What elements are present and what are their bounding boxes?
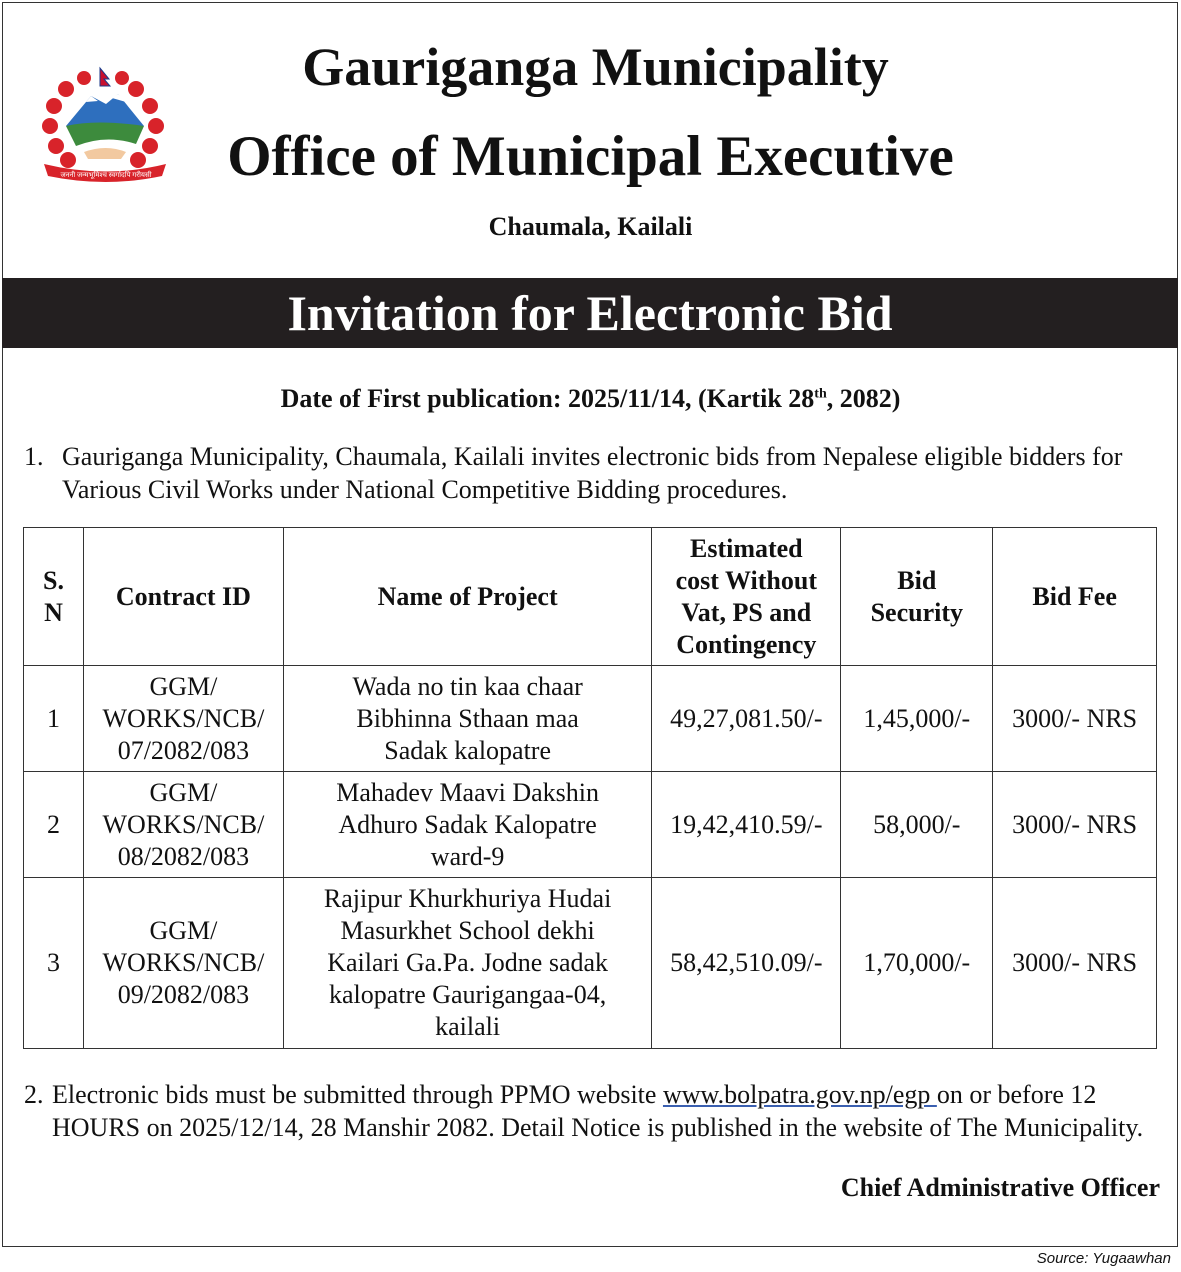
- source-credit: Source: Yugaawhan: [1036, 1250, 1171, 1267]
- col-header-estimated-cost: Estimated cost Without Vat, PS and Contingency: [652, 528, 841, 666]
- cell-project: Mahadev Maavi Dakshin Adhuro Sadak Kalopatre ward-9: [283, 772, 651, 878]
- cell-sn: 3: [24, 878, 84, 1049]
- cell-project: Rajipur Khurkhuriya Hudai Masurkhet School dekhi Kailari Ga.Pa. Jodne sadak kalopatre Gaurigangaa-04, kailali: [283, 878, 651, 1049]
- table-row: [24, 666, 1157, 772]
- bid-table: [23, 527, 1157, 1049]
- paragraph-text-start: Electronic bids must be submitted through PPMO website: [52, 1080, 663, 1109]
- notice-banner: Invitation for Electronic Bid: [2, 278, 1178, 348]
- cell-fee: 3000/- NRS: [993, 772, 1157, 878]
- table-row: [24, 878, 1157, 1049]
- address: Chaumala, Kailali: [488, 212, 693, 241]
- cell-contract-id: GGM/ WORKS/NCB/ 07/2082/083: [83, 666, 283, 772]
- signatory: Chief Administrative Officer: [840, 1173, 1160, 1202]
- cell-fee: 3000/- NRS: [993, 666, 1157, 772]
- logo-motto: जननी जन्मभूमिश्च स्वर्गादपि गरीयसी: [60, 171, 152, 179]
- col-header-contract-id: Contract ID: [83, 528, 283, 666]
- paragraph-text-end: on or before 12 HOURS on 2025/12/14, 28 Manshir 2082. Detail Notice is published in the website of The Municipality.: [52, 1080, 1144, 1142]
- table-row: [24, 772, 1157, 878]
- cell-sn: 2: [24, 772, 84, 878]
- cell-security: 58,000/-: [841, 772, 993, 878]
- paragraph-text: [52, 1078, 1164, 1144]
- cell-contract-id: GGM/ WORKS/NCB/ 09/2082/083: [83, 878, 283, 1049]
- paragraph-number: 2.: [24, 1080, 44, 1109]
- ordinal-suffix: th: [814, 386, 827, 402]
- cell-contract-id: GGM/ WORKS/NCB/ 08/2082/083: [83, 772, 283, 878]
- cell-fee: 3000/- NRS: [993, 878, 1157, 1049]
- paragraph-text: Gauriganga Municipality, Chaumala, Kailali invites electronic bids from Nepalese eligible bidders for Various Civil Works under National Competitive Bidding procedures.: [62, 442, 1123, 504]
- cell-security: 1,70,000/-: [841, 878, 993, 1049]
- publication-date-text: Date of First publication: 2025/11/14, (Kartik 28: [280, 384, 815, 413]
- cell-project: Wada no tin kaa chaar Bibhinna Sthaan maa Sadak kalopatre: [283, 666, 651, 772]
- cell-cost: 19,42,410.59/-: [652, 772, 841, 878]
- paragraph-number: 1.: [24, 442, 44, 471]
- publication-date: [0, 384, 1181, 414]
- col-header-sn: S. N: [24, 528, 84, 666]
- paragraph-2: [24, 1078, 1164, 1144]
- cell-cost: 58,42,510.09/-: [652, 878, 841, 1049]
- publication-date-year: , 2082): [826, 384, 901, 413]
- col-header-project: Name of Project: [283, 528, 651, 666]
- table-header-row: [24, 528, 1157, 666]
- cell-security: 1,45,000/-: [841, 666, 993, 772]
- office-title: Office of Municipal Executive: [227, 125, 954, 188]
- col-header-bid-security: Bid Security: [841, 528, 993, 666]
- col-header-bid-fee: Bid Fee: [993, 528, 1157, 666]
- cell-cost: 49,27,081.50/-: [652, 666, 841, 772]
- paragraph-1: [24, 440, 1164, 506]
- cell-sn: 1: [24, 666, 84, 772]
- bolpatra-link[interactable]: www.bolpatra.gov.np/egp: [662, 1080, 937, 1109]
- municipality-title: Gauriganga Municipality: [302, 37, 889, 97]
